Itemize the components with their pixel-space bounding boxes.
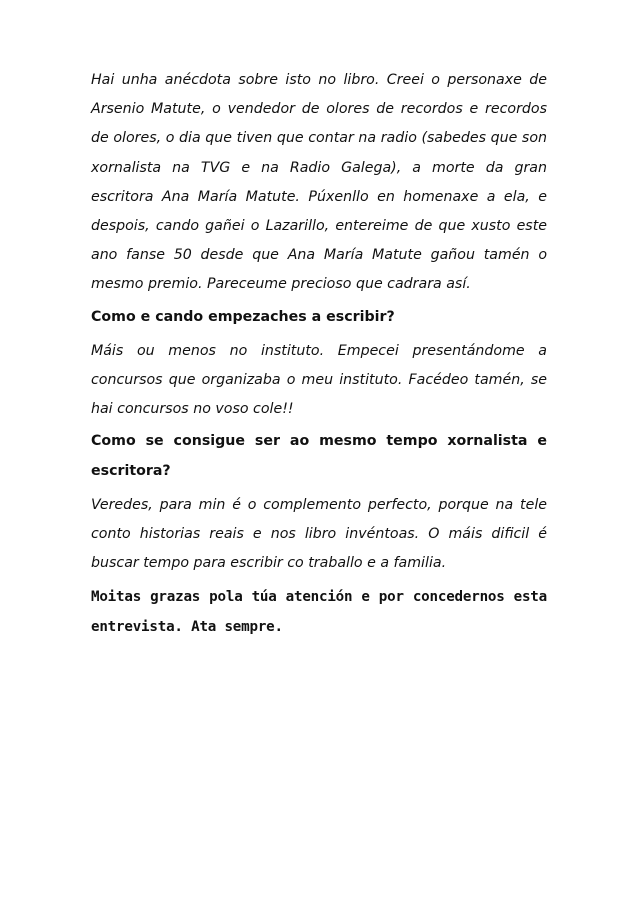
answer-journalist-writer: Veredes, para min é o complemento perfecto, porque na tele conto historias reais e nos libro invéntoas. O máis dificil é buscar tempo para escribir co traballo e a familia. [91, 496, 547, 572]
closing-thanks: Moitas grazas pola túa atención e por concedernos esta entrevista. Ata sempre. [91, 589, 547, 635]
question-journalist-writer: Como se consigue ser ao mesmo tempo xornalista e escritora? [91, 433, 547, 479]
document-body [91, 66, 547, 642]
answer-start-writing: Máis ou menos no instituto. Empecei presentándome a concursos que organizaba o meu instituto. Facédeo tamén, se hai concursos no voso cole!! [91, 342, 547, 418]
paragraph-anecdote: Hai unha anécdota sobre isto no libro. Creei o personaxe de Arsenio Matute, o vendedor de olores de recordos e recordos de olores, o dia que tiven que contar na radio (sabedes que son xornalista na TVG e na Radio Galega), a morte da gran escritora Ana María Matute. Púxenllo en homenaxe a ela, e despois, cando gañei o Lazarillo, entereime de que xusto este ano fanse 50 desde que Ana María Matute gañou tamén o mesmo premio. Pareceume precioso que cadrara así. [91, 72, 547, 293]
question-start-writing: Como e cando empezaches a escribir? [91, 308, 395, 325]
